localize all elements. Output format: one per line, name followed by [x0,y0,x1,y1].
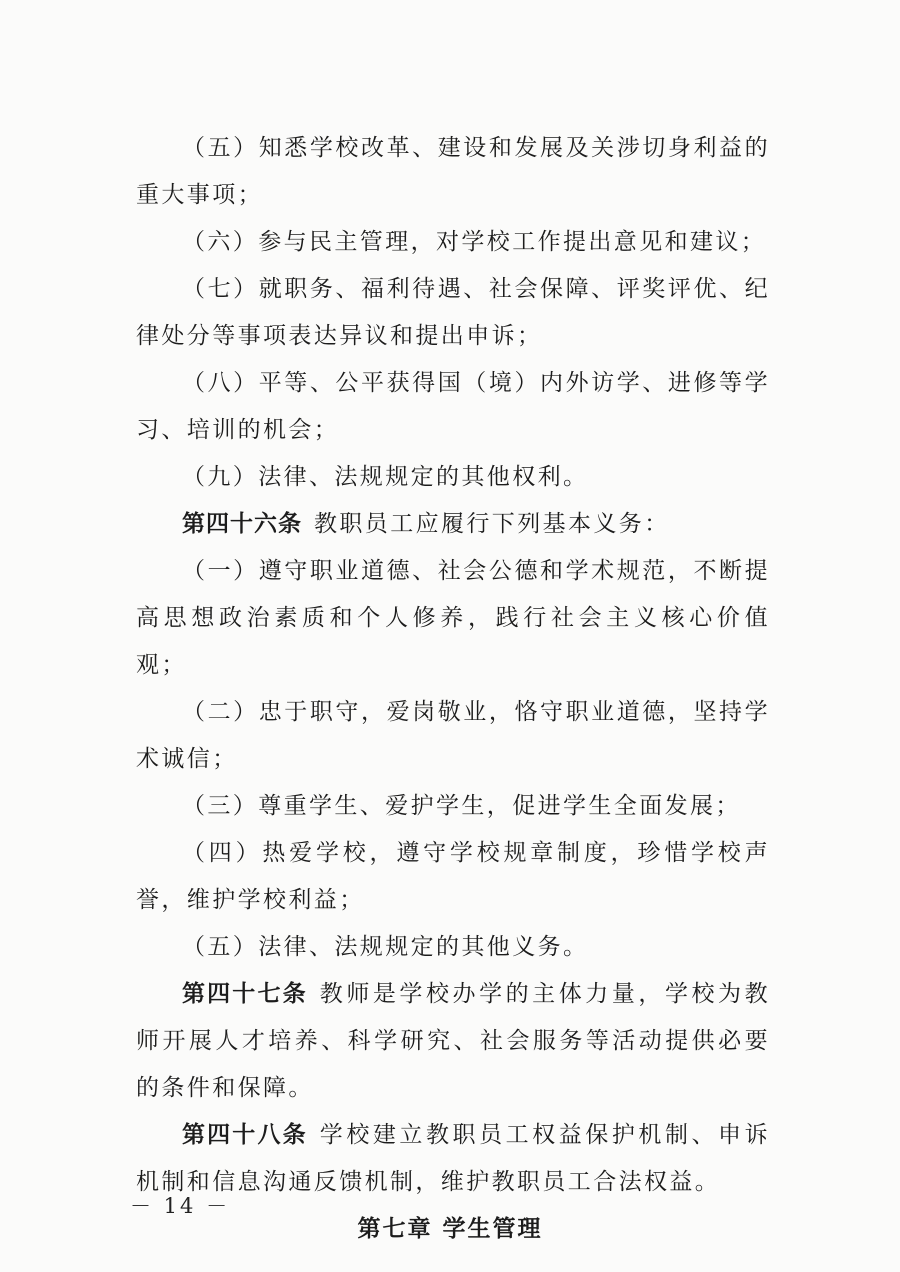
article-number: 第四十七条 [182,981,308,1007]
article-46 [136,501,770,548]
article-text: 教师是学校办学的主体力量，学校为教师开展人才培养、科学研究、社会服务等活动提供必要的条件和保障。 [136,981,770,1101]
list-item: （九）法律、法规规定的其他权利。 [182,464,589,490]
list-item: （一）遵守职业道德、社会公德和学术规范，不断提高思想政治素质和个人修养，践行社会主义核心价值观； [136,558,770,678]
list-item: （三）尊重学生、爱护学生，促进学生全面发展； [182,793,741,819]
article-number: 第四十六条 [182,511,302,537]
list-item: （七）就职务、福利待遇、社会保障、评奖评优、纪律处分等事项表达异议和提出申诉； [136,276,770,349]
article-48 [136,1112,770,1206]
chapter-title: 第七章 学生管理 [357,1216,543,1242]
list-item: （五）知悉学校改革、建设和发展及关涉切身利益的重大事项； [136,135,770,208]
list-item: （八）平等、公平获得国（境）内外访学、进修等学习、培训的机会； [136,370,770,443]
list-item: （二）忠于职守，爱岗敬业，恪守职业道德，坚持学术诚信； [136,699,770,772]
page-number: － 14 － [130,1194,231,1218]
article-47 [136,971,770,1112]
article-text: 教职员工应履行下列基本义务： [314,511,670,537]
list-item: （六）参与民主管理，对学校工作提出意见和建议； [182,229,767,255]
article-text: 学校建立教职员工权益保护机制、申诉机制和信息沟通反馈机制，维护教职员工合法权益。 [136,1122,770,1195]
list-item: （四）热爱学校，遵守学校规章制度，珍惜学校声誉，维护学校利益； [136,840,770,913]
list-item: （五）法律、法规规定的其他义务。 [182,934,589,960]
article-number: 第四十八条 [182,1122,308,1148]
